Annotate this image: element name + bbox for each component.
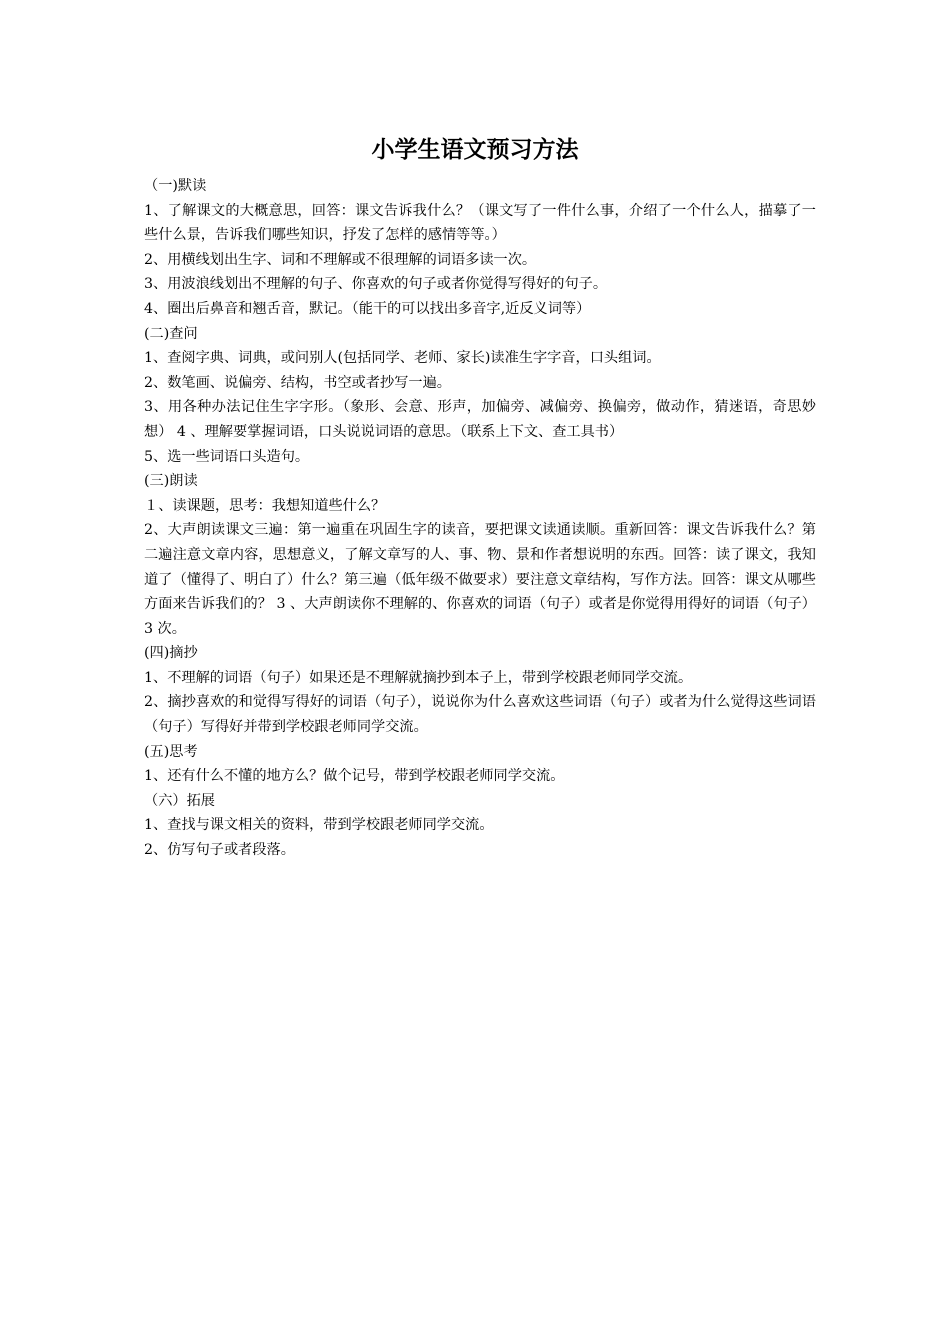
paragraph-line: 1、不理解的词语（句子）如果还是不理解就摘抄到本子上，带到学校跟老师同学交流。 (144, 669, 693, 686)
section-heading-silent-reading: （一)默读 (144, 178, 207, 194)
paragraph-line: 2、大声朗读课文三遍：第一遍重在巩固生字的读音，要把课文读通读顺。重新回答：课文告诉我什么？第二遍注意文章内容，思想意义，了解文章写的人、事、物、景和作者想说明的东西。回答：读了课文，我知道了（懂得了、明白了）什么？第三遍（低年级不做要求）要注意文章结构，写作方法。回答：课文从哪些方面来告诉我们的？ 3 、大声朗读你不理解的、你喜欢的词语（句子）或者是你觉得用得好的词语（句子）3 次。 (144, 522, 816, 637)
paragraph-line: 1、还有什么不懂的地方么？做个记号，带到学校跟老师同学交流。 (144, 768, 565, 785)
paragraph-line: 3、用各种办法记住生字字形。（象形、会意、形声，加偏旁、减偏旁、换偏旁，做动作，猜迷语，奇思妙想） 4 、理解要掌握词语，口头说说词语的意思。（联系上下文、查工具书） (144, 399, 816, 440)
paragraph-line: 2、用横线划出生字、词和不理解或不很理解的词语多读一次。 (144, 251, 537, 268)
paragraph-line: 2、摘抄喜欢的和觉得写得好的词语（句子），说说你为什么喜欢这些词语（句子）或者为什么觉得这些词语（句子）写得好并带到学校跟老师同学交流。 (144, 694, 816, 736)
section-heading-thinking: (五)思考 (144, 743, 198, 760)
section-heading-extension: （六）拓展 (144, 792, 215, 809)
section-heading-lookup: (二)查问 (144, 325, 198, 342)
section-heading-reading-aloud: (三)朗读 (144, 473, 198, 490)
paragraph-line: １、读课题，思考：我想知道些什么？ (144, 497, 386, 514)
paragraph-line: 3、用波浪线划出不理解的句子、你喜欢的句子或者你觉得写得好的句子。 (144, 276, 608, 293)
paragraph-line: 4、圈出后鼻音和翘舌音，默记。（能干的可以找出多音字,近反义词等） (144, 300, 591, 317)
paragraph-line: 1、查找与课文相关的资料，带到学校跟老师同学交流。 (144, 817, 494, 834)
document-body (144, 174, 816, 863)
paragraph-line: 1、了解课文的大概意思，回答：课文告诉我什么？（课文写了一件什么事，介绍了一个什么人，描摹了一些什么景，告诉我们哪些知识，抒发了怎样的感情等等。） (144, 202, 816, 244)
paragraph-line: 2、仿写句子或者段落。 (144, 842, 295, 859)
document-title: 小学生语文预习方法 (371, 137, 579, 163)
paragraph-line: 5、选一些词语口头造句。 (144, 448, 310, 465)
paragraph-line: 2、数笔画、说偏旁、结构，书空或者抄写一遍。 (144, 374, 451, 391)
paragraph-line: 1、查阅字典、词典，或问别人(包括同学、老师、家长)读准生字字音，口头组词。 (144, 350, 661, 367)
section-heading-excerpt: (四)摘抄 (144, 645, 198, 662)
